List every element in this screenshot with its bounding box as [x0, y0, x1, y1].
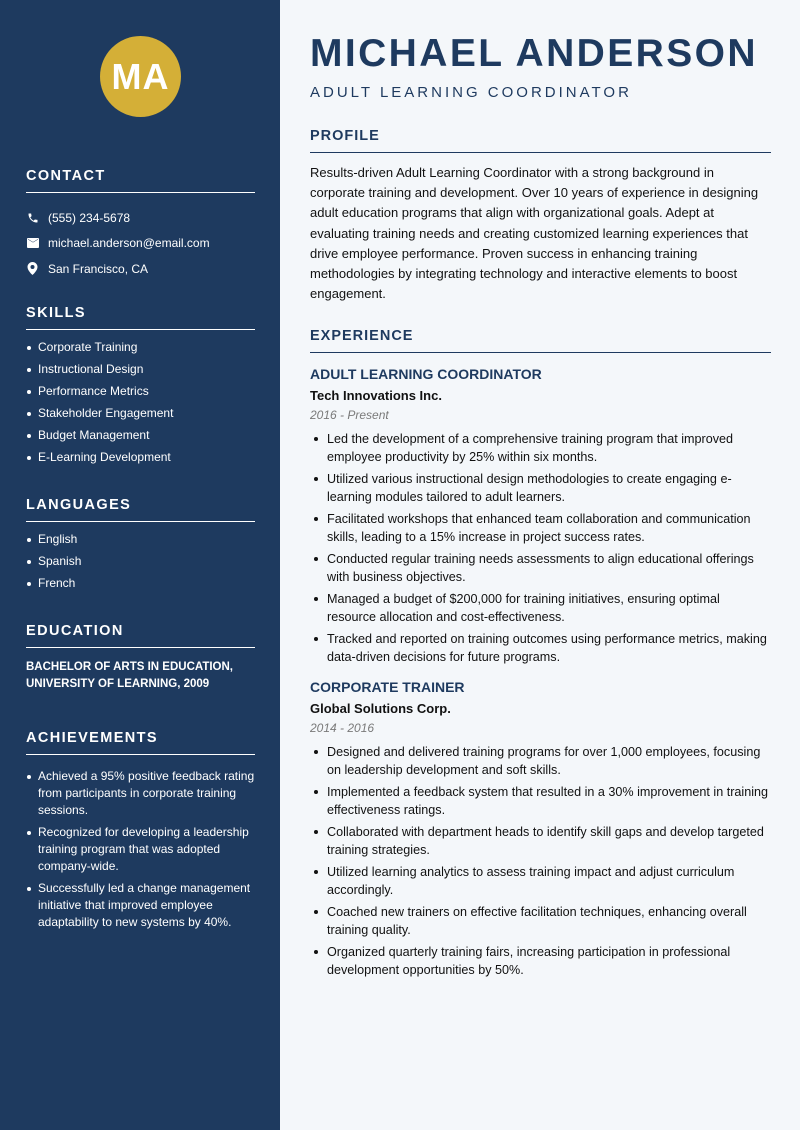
contact-phone: [26, 205, 255, 231]
skills-heading: SKILLS: [26, 305, 255, 330]
contact-email: [26, 231, 255, 257]
job-bullet: Organized quarterly training fairs, increasing participation in professional development opportunities by 50%.: [310, 943, 771, 979]
candidate-name: MICHAEL ANDERSON: [310, 32, 758, 75]
contact-heading: CONTACT: [26, 168, 255, 193]
job-dates: 2014 - 2016: [310, 721, 375, 735]
job-bullet: Led the development of a comprehensive training program that improved employee productivity by 25% within six months.: [310, 430, 771, 466]
map-pin-icon: [26, 262, 39, 275]
skills-list: [26, 339, 255, 466]
languages-heading: LANGUAGES: [26, 497, 255, 522]
skill-item: E-Learning Development: [26, 449, 255, 466]
skill-item: Performance Metrics: [26, 383, 255, 400]
phone-icon: [26, 211, 39, 224]
job-bullet: Collaborated with department heads to identify skill gaps and develop targeted training strategies.: [310, 823, 771, 859]
education-degree: BACHELOR OF ARTS IN EDUCATION, UNIVERSITY OF LEARNING, 2009: [26, 661, 233, 690]
job-dates: 2016 - Present: [310, 408, 389, 422]
achievements-section: [26, 730, 255, 936]
job-bullet: Tracked and reported on training outcomes using performance metrics, making data-driven decisions for future programs.: [310, 630, 771, 666]
achievement-item: Recognized for developing a leadership training program that was adopted company-wide.: [26, 824, 255, 875]
job-role: CORPORATE TRAINER: [310, 679, 465, 695]
job-bullet: Utilized learning analytics to assess training impact and adjust curriculum accordingly.: [310, 863, 771, 899]
language-item: Spanish: [26, 553, 255, 570]
achievements-list: [26, 768, 255, 931]
job-entry: [310, 366, 771, 666]
skill-item: Corporate Training: [26, 339, 255, 356]
job-bullet: Managed a budget of $200,000 for training initiatives, ensuring optimal resource allocation and cost-effectiveness.: [310, 590, 771, 626]
language-item: English: [26, 531, 255, 548]
email-text: michael.anderson@email.com: [48, 236, 210, 251]
profile-section: [310, 128, 771, 304]
job-bullets: [310, 430, 771, 666]
job-entry: [310, 679, 771, 979]
location-text: San Francisco, CA: [48, 261, 149, 276]
skill-item: Budget Management: [26, 427, 255, 444]
envelope-icon: [26, 237, 39, 250]
profile-summary: Results-driven Adult Learning Coordinator with a strong background in corporate training and development. Over 10 years of experience in designing adult education programs that align with organizational goals. Adept at evaluating training needs and creating customized learning experiences that drive employee performance. Proven success in enhancing training methodologies by integrating technology and interactive elements to boost engagement.: [310, 165, 759, 302]
job-bullet: Implemented a feedback system that resulted in a 30% improvement in training effectiveness ratings.: [310, 783, 771, 819]
education-section: [26, 623, 255, 693]
achievement-item: Successfully led a change management initiative that improved employee adaptability to new systems by 40%.: [26, 880, 255, 931]
job-role: ADULT LEARNING COORDINATOR: [310, 366, 542, 382]
skills-section: [26, 305, 255, 471]
contact-section: [26, 168, 255, 282]
job-bullet: Utilized various instructional design methodologies to create engaging e-learning modules tailored to adult learners.: [310, 470, 771, 506]
experience-heading: EXPERIENCE: [310, 328, 771, 353]
contact-list: [26, 205, 255, 282]
languages-list: [26, 531, 255, 592]
skill-item: Stakeholder Engagement: [26, 405, 255, 422]
contact-location: [26, 256, 255, 282]
job-company: Tech Innovations Inc.: [310, 388, 442, 403]
job-bullet: Facilitated workshops that enhanced team collaboration and communication skills, leading to a 15% increase in project success rates.: [310, 510, 771, 546]
job-bullet: Conducted regular training needs assessments to align educational offerings with business objectives.: [310, 550, 771, 586]
languages-section: [26, 497, 255, 597]
language-item: French: [26, 575, 255, 592]
job-bullet: Designed and delivered training programs for over 1,000 employees, focusing on leadership development and soft skills.: [310, 743, 771, 779]
avatar: [100, 36, 181, 117]
avatar-initials: MA: [111, 55, 170, 97]
phone-text: (555) 234-5678: [48, 210, 131, 225]
achievement-item: Achieved a 95% positive feedback rating from participants in corporate training sessions.: [26, 768, 255, 819]
achievements-heading: ACHIEVEMENTS: [26, 730, 255, 755]
job-bullets: [310, 743, 771, 979]
job-bullet: Coached new trainers on effective facilitation techniques, enhancing overall training quality.: [310, 903, 771, 939]
sidebar: [0, 0, 280, 1130]
profile-heading: PROFILE: [310, 128, 771, 153]
job-company: Global Solutions Corp.: [310, 701, 451, 716]
education-heading: EDUCATION: [26, 623, 255, 648]
experience-section: [310, 328, 771, 983]
skill-item: Instructional Design: [26, 361, 255, 378]
candidate-title: ADULT LEARNING COORDINATOR: [310, 84, 632, 101]
